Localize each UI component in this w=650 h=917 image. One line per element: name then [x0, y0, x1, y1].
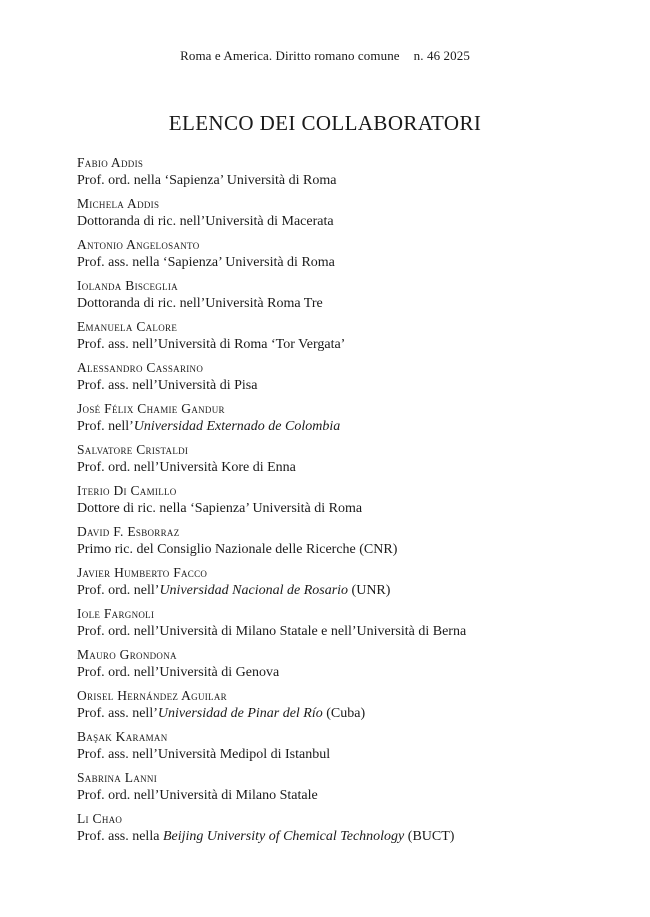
collaborator-name: Antonio Angelosanto: [77, 237, 200, 252]
affiliation-institution-italic: Universidad de Pinar del Río: [157, 706, 323, 721]
affiliation-text: Primo ric. del Consiglio Nazionale delle Ricerche (CNR): [77, 542, 398, 557]
affiliation-suffix: (UNR): [348, 583, 391, 598]
collaborator-name: Salvatore Cristaldi: [77, 442, 189, 457]
collaborator-name: Javier Humberto Facco: [77, 565, 208, 580]
affiliation-text: Prof. ass. nella ‘Sapienza’ Università di Roma: [77, 255, 335, 270]
collaborator-entry: [77, 564, 637, 605]
collaborator-affiliation: [77, 745, 637, 764]
affiliation-text: Prof. ass. nell’Università di Roma ‘Tor Vergata’: [77, 337, 346, 352]
issue-number: n. 46 2025: [413, 48, 470, 63]
collaborator-affiliation: [77, 786, 637, 805]
collaborator-affiliation: [77, 581, 637, 600]
collaborator-entry: [77, 810, 637, 851]
collaborator-entry: [77, 441, 637, 482]
collaborator-name: Iole Fargnoli: [77, 606, 155, 621]
collaborator-entry: [77, 605, 637, 646]
collaborator-name: Mauro Grondona: [77, 647, 177, 662]
collaborator-name: Başak Karaman: [77, 729, 168, 744]
collaborator-name: Michela Addis: [77, 196, 160, 211]
affiliation-institution-italic: Universidad Nacional de Rosario: [159, 583, 349, 598]
collaborator-entry: [77, 195, 637, 236]
collaborator-name: José Félix Chamie Gandur: [77, 401, 225, 416]
collaborator-name: Iterio Di Camillo: [77, 483, 177, 498]
affiliation-text: Dottoranda di ric. nell’Università di Macerata: [77, 214, 334, 229]
collaborator-affiliation: [77, 253, 637, 272]
collaborator-affiliation: [77, 540, 637, 559]
collaborator-entry: [77, 646, 637, 687]
affiliation-text: Dottoranda di ric. nell’Università Roma Tre: [77, 296, 323, 311]
collaborators-list: [77, 154, 637, 851]
collaborator-affiliation: [77, 663, 637, 682]
affiliation-suffix: (BUCT): [404, 829, 455, 844]
collaborator-name: Alessandro Cassarino: [77, 360, 204, 375]
collaborator-affiliation: [77, 376, 637, 395]
collaborator-entry: [77, 236, 637, 277]
journal-title: Roma e America. Diritto romano comune: [180, 48, 400, 63]
collaborator-name: Sabrina Lanni: [77, 770, 158, 785]
collaborator-name: Li Chao: [77, 811, 123, 826]
collaborator-affiliation: [77, 212, 637, 231]
running-header: [0, 48, 650, 64]
affiliation-text: Prof. ord. nell’Università di Milano Statale e nell’Università di Berna: [77, 624, 467, 639]
collaborator-name: Iolanda Bisceglia: [77, 278, 178, 293]
affiliation-text: Prof. ass. nell’: [77, 706, 158, 721]
collaborator-entry: [77, 482, 637, 523]
collaborator-entry: [77, 728, 637, 769]
affiliation-text: Prof. ord. nella ‘Sapienza’ Università di Roma: [77, 173, 337, 188]
collaborator-name: Emanuela Calore: [77, 319, 178, 334]
affiliation-text: Prof. ord. nell’Università Kore di Enna: [77, 460, 296, 475]
collaborator-entry: [77, 400, 637, 441]
affiliation-text: Prof. ord. nell’Università di Genova: [77, 665, 280, 680]
collaborator-entry: [77, 154, 637, 195]
affiliation-text: Prof. nell’: [77, 419, 134, 434]
collaborator-affiliation: [77, 417, 637, 436]
collaborator-entry: [77, 359, 637, 400]
collaborator-entry: [77, 277, 637, 318]
collaborator-affiliation: [77, 171, 637, 190]
affiliation-text: Prof. ass. nell’Università Medipol di Istanbul: [77, 747, 331, 762]
collaborator-entry: [77, 687, 637, 728]
affiliation-text: Prof. ass. nell’Università di Pisa: [77, 378, 258, 393]
collaborator-name: David F. Esborraz: [77, 524, 180, 539]
affiliation-suffix: (Cuba): [322, 706, 366, 721]
affiliation-text: Prof. ass. nella: [77, 829, 163, 844]
collaborator-affiliation: [77, 704, 637, 723]
collaborator-entry: [77, 523, 637, 564]
collaborator-affiliation: [77, 458, 637, 477]
affiliation-institution-italic: Beijing University of Chemical Technology: [162, 829, 405, 844]
affiliation-text: Prof. ord. nell’Università di Milano Statale: [77, 788, 318, 803]
collaborator-affiliation: [77, 499, 637, 518]
affiliation-institution-italic: Universidad Externado de Colombia: [133, 419, 341, 434]
collaborator-name: Fabio Addis: [77, 155, 144, 170]
collaborator-affiliation: [77, 294, 637, 313]
collaborator-affiliation: [77, 827, 637, 846]
collaborator-entry: [77, 769, 637, 810]
collaborator-entry: [77, 318, 637, 359]
collaborator-name: Orisel Hernández Aguilar: [77, 688, 227, 703]
collaborator-affiliation: [77, 335, 637, 354]
affiliation-text: Dottore di ric. nella ‘Sapienza’ Università di Roma: [77, 501, 363, 516]
page-title: ELENCO DEI COLLABORATORI: [168, 111, 482, 135]
collaborator-affiliation: [77, 622, 637, 641]
affiliation-text: Prof. ord. nell’: [77, 583, 160, 598]
